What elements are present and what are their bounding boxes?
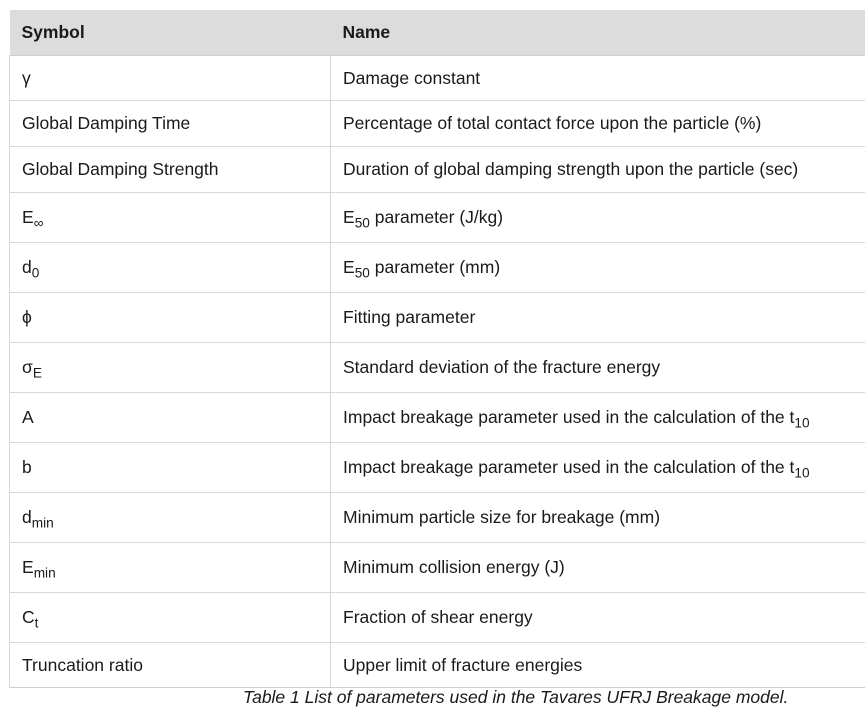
symbol-text: Global Damping Strength <box>22 159 219 179</box>
table-row <box>10 147 865 193</box>
symbol-cell <box>10 243 331 293</box>
table-row <box>10 193 865 243</box>
table-row <box>10 343 865 393</box>
table-caption: Table 1 List of parameters used in the Tavares UFRJ Breakage model. <box>243 687 789 707</box>
name-text: E <box>343 207 355 227</box>
header-name: Name <box>331 10 865 56</box>
name-text: Fitting parameter <box>343 307 476 327</box>
name-text: Duration of global damping strength upon the particle (sec) <box>343 159 799 179</box>
table-row <box>10 443 865 493</box>
symbol-subscript: E <box>32 365 42 381</box>
name-text: Percentage of total contact force upon the particle (%) <box>343 113 762 133</box>
symbol-cell <box>10 193 331 243</box>
symbol-text: d <box>22 257 32 277</box>
name-cell <box>331 593 865 643</box>
name-text: Damage constant <box>343 67 481 88</box>
symbol-text: γ <box>22 67 31 88</box>
table-header <box>10 10 865 56</box>
name-suffix: parameter (J/kg) <box>369 207 504 227</box>
table-row <box>10 101 865 147</box>
name-cell <box>331 493 865 543</box>
symbol-cell <box>10 493 331 543</box>
symbol-cell <box>10 343 331 393</box>
symbol-text: A <box>22 407 34 427</box>
symbol-text: σ <box>22 357 33 377</box>
name-cell <box>331 56 865 101</box>
name-suffix: parameter (mm) <box>369 257 501 277</box>
symbol-text: Global Damping Time <box>22 113 191 133</box>
symbol-subscript: 0 <box>31 265 40 281</box>
parameters-table <box>9 10 865 688</box>
symbol-subscript: min <box>31 515 54 531</box>
symbol-text: Truncation ratio <box>22 654 143 675</box>
name-subscript: 10 <box>794 415 810 431</box>
symbol-subscript: ∞ <box>33 215 44 231</box>
symbol-cell <box>10 593 331 643</box>
table-row <box>10 243 865 293</box>
name-text: Fraction of shear energy <box>343 607 533 627</box>
table-row <box>10 593 865 643</box>
symbol-cell <box>10 393 331 443</box>
name-subscript: 50 <box>354 215 370 231</box>
name-cell <box>331 443 865 493</box>
table-row <box>10 293 865 343</box>
symbol-text: d <box>22 507 32 527</box>
symbol-cell <box>10 643 331 688</box>
name-cell <box>331 293 865 343</box>
symbol-cell <box>10 56 331 101</box>
name-subscript: 10 <box>794 465 810 481</box>
symbol-cell <box>10 293 331 343</box>
name-text: Upper limit of fracture energies <box>343 654 583 675</box>
name-cell <box>331 543 865 593</box>
symbol-subscript: min <box>33 565 56 581</box>
table-row <box>10 493 865 543</box>
name-subscript: 50 <box>354 265 370 281</box>
name-cell <box>331 101 865 147</box>
symbol-text: E <box>22 207 34 227</box>
symbol-text: b <box>22 457 32 477</box>
symbol-cell <box>10 543 331 593</box>
name-text: Impact breakage parameter used in the calculation of the t <box>343 407 795 427</box>
symbol-subscript: t <box>34 615 39 631</box>
name-cell <box>331 193 865 243</box>
symbol-cell <box>10 147 331 193</box>
name-cell <box>331 393 865 443</box>
name-text: Minimum particle size for breakage (mm) <box>343 507 661 527</box>
symbol-text: C <box>22 607 35 627</box>
table-row <box>10 543 865 593</box>
table-row <box>10 56 865 101</box>
table-row <box>10 393 865 443</box>
name-cell <box>331 343 865 393</box>
symbol-text: E <box>22 557 34 577</box>
name-text: E <box>343 257 355 277</box>
table-row <box>10 643 865 688</box>
name-cell <box>331 643 865 688</box>
name-text: Impact breakage parameter used in the calculation of the t <box>343 457 795 477</box>
name-text: Minimum collision energy (J) <box>343 557 565 577</box>
header-row <box>10 10 865 56</box>
header-symbol: Symbol <box>10 10 331 56</box>
table-body <box>10 56 865 688</box>
name-text: Standard deviation of the fracture energy <box>343 357 661 377</box>
symbol-cell <box>10 101 331 147</box>
name-cell <box>331 147 865 193</box>
symbol-cell <box>10 443 331 493</box>
name-cell <box>331 243 865 293</box>
symbol-text: ϕ <box>22 307 32 327</box>
